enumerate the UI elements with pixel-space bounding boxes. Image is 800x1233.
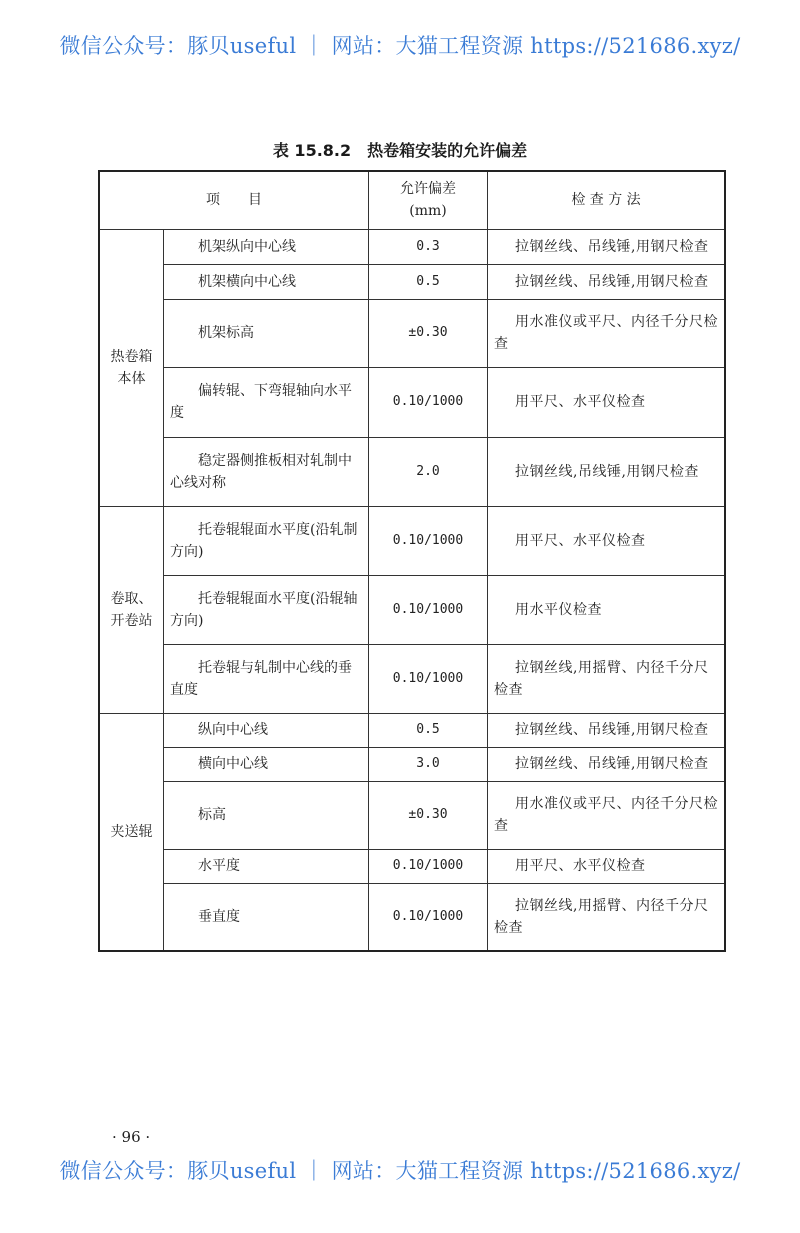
tolerance-cell: ±0.30 <box>369 299 488 367</box>
method-cell: 拉钢丝线、吊线锤,用钢尺检查 <box>488 264 726 299</box>
tolerance-cell: 0.10/1000 <box>369 883 488 951</box>
tolerance-cell: ±0.30 <box>369 781 488 849</box>
item-cell: 稳定器侧推板相对轧制中心线对称 <box>164 437 369 506</box>
tolerance-cell: 0.10/1000 <box>369 575 488 644</box>
page-number: · 96 · <box>112 1128 151 1146</box>
table-row <box>99 713 725 747</box>
table-row <box>99 747 725 781</box>
item-cell: 机架纵向中心线 <box>164 229 369 264</box>
item-cell: 垂直度 <box>164 883 369 951</box>
method-cell: 拉钢丝线,用摇臂、内径千分尺检查 <box>488 883 726 951</box>
method-cell: 拉钢丝线、吊线锤,用钢尺检查 <box>488 229 726 264</box>
tolerance-cell: 0.5 <box>369 264 488 299</box>
item-cell: 机架横向中心线 <box>164 264 369 299</box>
method-cell: 用平尺、水平仪检查 <box>488 506 726 575</box>
tolerance-cell: 3.0 <box>369 747 488 781</box>
table-row <box>99 264 725 299</box>
item-cell: 纵向中心线 <box>164 713 369 747</box>
table-row <box>99 849 725 883</box>
table-row <box>99 299 725 367</box>
tolerance-cell: 0.10/1000 <box>369 644 488 713</box>
watermark-bottom: 微信公众号：豚贝useful ｜ 网站：大猫工程资源 https://521686.xyz/ <box>59 1159 741 1183</box>
header-method: 检 查 方 法 <box>488 171 726 229</box>
method-cell: 用平尺、水平仪检查 <box>488 849 726 883</box>
method-cell: 拉钢丝线,用摇臂、内径千分尺检查 <box>488 644 726 713</box>
method-cell: 拉钢丝线、吊线锤,用钢尺检查 <box>488 747 726 781</box>
method-cell: 用平尺、水平仪检查 <box>488 367 726 437</box>
table-row <box>99 575 725 644</box>
table-row <box>99 229 725 264</box>
item-cell: 托卷辊辊面水平度(沿轧制方向) <box>164 506 369 575</box>
item-cell: 水平度 <box>164 849 369 883</box>
tolerance-cell: 0.10/1000 <box>369 849 488 883</box>
method-cell: 用水平仪检查 <box>488 575 726 644</box>
watermark-top: 微信公众号：豚贝useful ｜ 网站：大猫工程资源 https://521686.xyz/ <box>59 34 741 58</box>
table-row <box>99 883 725 951</box>
tolerance-cell: 0.5 <box>369 713 488 747</box>
tolerance-cell: 0.10/1000 <box>369 367 488 437</box>
group-label: 热卷箱本体 <box>99 229 164 506</box>
method-cell: 用水准仪或平尺、内径千分尺检查 <box>488 299 726 367</box>
item-cell: 偏转辊、下弯辊轴向水平度 <box>164 367 369 437</box>
header-tolerance: 允许偏差 (mm) <box>369 171 488 229</box>
table-title: 表 15.8.2 热卷箱安装的允许偏差 <box>272 141 528 160</box>
table-row <box>99 506 725 575</box>
item-cell: 标高 <box>164 781 369 849</box>
item-cell: 托卷辊辊面水平度(沿辊轴方向) <box>164 575 369 644</box>
table-row <box>99 644 725 713</box>
table-row <box>99 781 725 849</box>
tolerance-cell: 0.10/1000 <box>369 506 488 575</box>
table-row <box>99 367 725 437</box>
item-cell: 横向中心线 <box>164 747 369 781</box>
method-cell: 拉钢丝线,吊线锤,用钢尺检查 <box>488 437 726 506</box>
tolerance-cell: 0.3 <box>369 229 488 264</box>
group-label: 卷取、开卷站 <box>99 506 164 713</box>
header-item: 项 目 <box>99 171 369 229</box>
tolerance-table <box>98 170 726 952</box>
item-cell: 机架标高 <box>164 299 369 367</box>
group-label: 夹送辊 <box>99 713 164 951</box>
method-cell: 拉钢丝线、吊线锤,用钢尺检查 <box>488 713 726 747</box>
method-cell: 用水准仪或平尺、内径千分尺检查 <box>488 781 726 849</box>
table-header-row <box>99 171 725 229</box>
item-cell: 托卷辊与轧制中心线的垂直度 <box>164 644 369 713</box>
table-row <box>99 437 725 506</box>
tolerance-cell: 2.0 <box>369 437 488 506</box>
